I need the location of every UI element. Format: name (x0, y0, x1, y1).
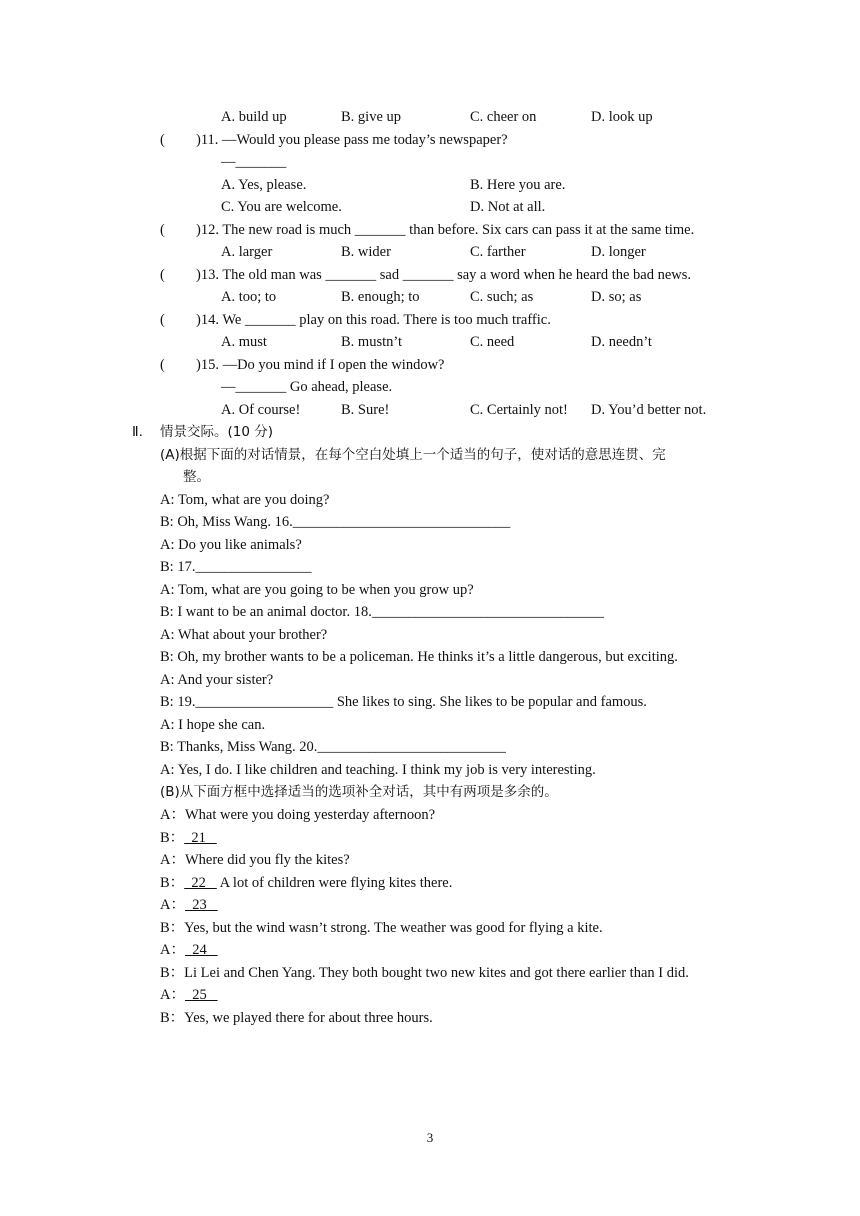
q12-stem: )12. The new road is much _______ than before. Six cars can pass it at the same time. (196, 222, 695, 238)
dialog-text: Li Lei and Chen Yang. They both bought two new kites and got there earlier than I did. (184, 965, 689, 981)
part-a-instruction-line-1: (A)根据下面的对话情景，在每个空白处填上一个适当的句子，使对话的意思连贯、完 (160, 447, 666, 463)
q13-stem: )13. The old man was _______ sad _______ say a word when he heard the bad news. (196, 267, 692, 283)
q13-option-d: D. so; as (591, 289, 642, 305)
dialog-a-line: B: I want to be an animal doctor. 18.________________________________ (160, 604, 604, 620)
dialog-a-line: B: Oh, Miss Wang. 16.______________________________ (160, 514, 511, 530)
dialog-a-line: A: Yes, I do. I like children and teaching. I think my job is very interesting. (160, 762, 596, 778)
q13-option-c: C. such; as (470, 289, 534, 305)
q14-option-b: B. mustn’t (341, 334, 402, 350)
q11-reply: —_______ (221, 154, 287, 170)
answer-blank-21: 21 (184, 830, 217, 846)
dialog-b-line (160, 806, 435, 824)
dialog-a-line: A: I hope she can. (160, 717, 266, 733)
q15-option-b: B. Sure! (341, 402, 390, 418)
q15-answer-paren: ( (160, 357, 165, 373)
dialog-b-line (160, 986, 218, 1004)
dialog-b-line (160, 1009, 433, 1027)
dialog-b-line (160, 941, 218, 959)
answer-blank-25: 25 (184, 987, 218, 1003)
q11-option-c: C. You are welcome. (221, 199, 342, 215)
q13-answer-paren: ( (160, 267, 165, 283)
speaker-label: A： (160, 852, 185, 868)
q10-option-b: B. give up (341, 109, 402, 125)
q14-stem: )14. We _______ play on this road. There is too much traffic. (196, 312, 551, 328)
q13-option-a: A. too; to (221, 289, 277, 305)
q14-option-d: D. needn’t (591, 334, 652, 350)
speaker-label: A： (160, 897, 185, 913)
section-2-title: 情景交际。(10 分) (160, 424, 274, 440)
q15-stem: )15. —Do you mind if I open the window? (196, 357, 445, 373)
answer-blank-24: 24 (184, 942, 218, 958)
dialog-b-line (160, 829, 217, 847)
dialog-text: What were you doing yesterday afternoon? (184, 807, 436, 823)
dialog-text: Where did you fly the kites? (184, 852, 350, 868)
q10-option-d: D. look up (591, 109, 653, 125)
q12-answer-paren: ( (160, 222, 165, 238)
q11-option-d: D. Not at all. (470, 199, 546, 215)
answer-blank-23: 23 (184, 897, 218, 913)
dialog-text: A lot of children were flying kites there. (216, 875, 453, 891)
q12-option-c: C. farther (470, 244, 526, 260)
part-b-instruction: (B)从下面方框中选择适当的选项补全对话，其中有两项是多余的。 (160, 784, 558, 800)
dialog-b-line (160, 896, 218, 914)
dialog-a-line: A: Tom, what are you going to be when you grow up? (160, 582, 474, 598)
q14-option-c: C. need (470, 334, 515, 350)
answer-blank-22: 22 (184, 875, 217, 891)
q11-option-b: B. Here you are. (470, 177, 566, 193)
q12-option-a: A. larger (221, 244, 273, 260)
dialog-text: Yes, but the wind wasn’t strong. The weather was good for flying a kite. (184, 920, 603, 936)
speaker-label: B： (160, 875, 185, 891)
speaker-label: A： (160, 987, 185, 1003)
dialog-b-line (160, 851, 350, 869)
dialog-b-line (160, 874, 452, 892)
dialog-b-line (160, 919, 603, 937)
dialog-a-line: B: 19.___________________ She likes to sing. She likes to be popular and famous. (160, 694, 647, 710)
speaker-label: A： (160, 807, 185, 823)
speaker-label: B： (160, 1010, 185, 1026)
q14-answer-paren: ( (160, 312, 165, 328)
q11-option-a: A. Yes, please. (221, 177, 307, 193)
q12-option-b: B. wider (341, 244, 391, 260)
dialog-text: Yes, we played there for about three hours. (184, 1010, 433, 1026)
dialog-a-line: A: What about your brother? (160, 627, 328, 643)
q10-option-c: C. cheer on (470, 109, 537, 125)
section-2-number: Ⅱ. (132, 424, 143, 440)
speaker-label: B： (160, 965, 185, 981)
speaker-label: B： (160, 830, 185, 846)
page-number: 3 (426, 1130, 434, 1145)
dialog-a-line: B: Thanks, Miss Wang. 20.__________________________ (160, 739, 506, 755)
part-a-instruction-line-2: 整。 (183, 469, 210, 485)
q15-option-a: A. Of course! (221, 402, 301, 418)
dialog-a-line: A: And your sister? (160, 672, 274, 688)
q12-option-d: D. longer (591, 244, 646, 260)
q14-option-a: A. must (221, 334, 267, 350)
q10-option-a: A. build up (221, 109, 287, 125)
q15-option-d: D. You’d better not. (591, 402, 707, 418)
dialog-b-line (160, 964, 689, 982)
q15-option-c: C. Certainly not! (470, 402, 568, 418)
q13-option-b: B. enough; to (341, 289, 420, 305)
speaker-label: B： (160, 920, 185, 936)
dialog-a-line: B: 17.________________ (160, 559, 312, 575)
q11-stem: )11. —Would you please pass me today’s newspaper? (196, 132, 508, 148)
dialog-a-line: A: Tom, what are you doing? (160, 492, 330, 508)
dialog-a-line: B: Oh, my brother wants to be a policeman. He thinks it’s a little dangerous, but exciting. (160, 649, 678, 665)
q11-answer-paren: ( (160, 132, 165, 148)
dialog-a-line: A: Do you like animals? (160, 537, 302, 553)
speaker-label: A： (160, 942, 185, 958)
q15-reply: —_______ Go ahead, please. (221, 379, 393, 395)
